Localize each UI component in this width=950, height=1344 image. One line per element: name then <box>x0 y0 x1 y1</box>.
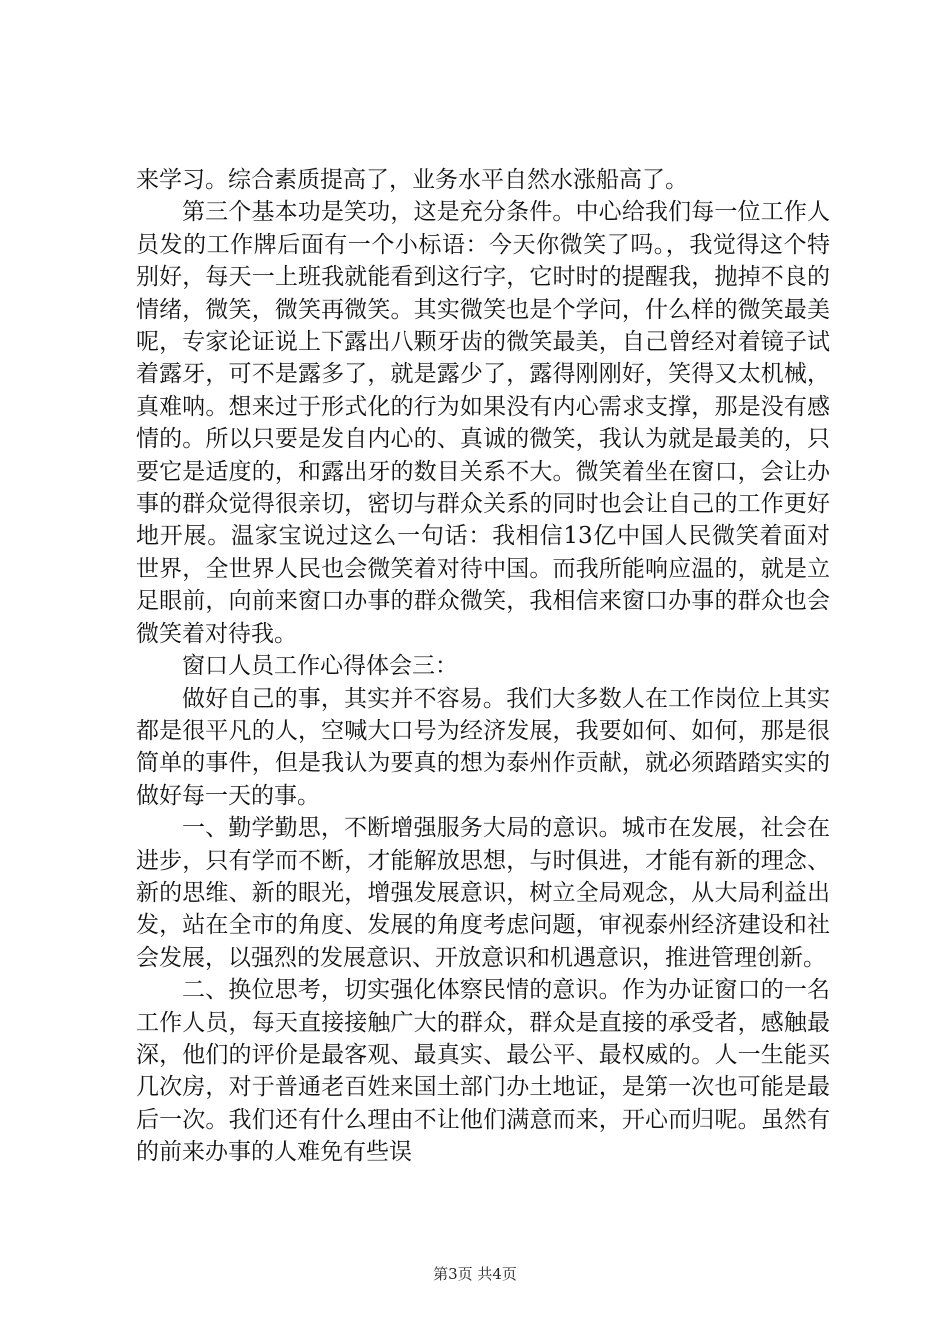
document-body <box>136 164 830 1169</box>
page-number-footer: 第3页 共4页 <box>433 1265 517 1283</box>
paragraph-2: 第三个基本功是笑功，这是充分条件。中心给我们每一位工作人员发的工作牌后面有一个小标语：今天你微笑了吗。，我觉得这个特别好，每天一上班我就能看到这行字，它时时的提醒我，抛掉不良的情绪，微笑，微笑再微笑。其实微笑也是个学问，什么样的微笑最美呢，专家论证说上下露出八颗牙齿的微笑最美，自己曾经对着镜子试着露牙，可不是露多了，就是露少了，露得刚刚好，笑得又太机械，真难呐。想来过于形式化的行为如果没有内心需求支撑，那是没有感情的。所以只要是发自内心的、真诚的微笑，我认为就是最美的，只要它是适度的，和露出牙的数目关系不大。微笑着坐在窗口，会让办事的群众觉得很亲切，密切与群众关系的同时也会让自己的工作更好地开展。温家宝说过这么一句话：我相信13亿中国人民微笑着面对世界，全世界人民也会微笑着对待中国。而我所能响应温的，就是立足眼前，向前来窗口办事的群众微笑，我相信来窗口办事的群众也会微笑着对待我。 <box>136 199 830 647</box>
paragraph-4: 做好自己的事，其实并不容易。我们大多数人在工作岗位上其实都是很平凡的人，空喊大口号为经济发展，我要如何、如何，那是很简单的事件，但是我认为要真的想为泰州作贡献，就必须踏踏实实的做好每一天的事。 <box>136 685 830 809</box>
paragraph-6: 二、换位思考，切实强化体察民情的意识。作为办证窗口的一名工作人员，每天直接接触广大的群众，群众是直接的承受者，感触最深，他们的评价是最客观、最真实、最公平、最权威的。人一生能买几次房，对于普通老百姓来国土部门办土地证，是第一次也可能是最后一次。我们还有什么理由不让他们满意而来，开心而归呢。虽然有的前来办事的人难免有些误 <box>136 977 830 1166</box>
paragraph-3-heading: 窗口人员工作心得体会三： <box>182 653 458 680</box>
paragraph-5: 一、勤学勤思，不断增强服务大局的意识。城市在发展，社会在进步，只有学而不断，才能解放思想，与时俱进，才能有新的理念、新的思维、新的眼光，增强发展意识，树立全局观念，从大局利益出发，站在全市的角度、发展的角度考虑问题，审视泰州经济建设和社会发展，以强烈的发展意识、开放意识和机遇意识，推进管理创新。 <box>136 815 830 971</box>
paragraph-1: 来学习。综合素质提高了，业务水平自然水涨船高了。 <box>136 167 688 193</box>
